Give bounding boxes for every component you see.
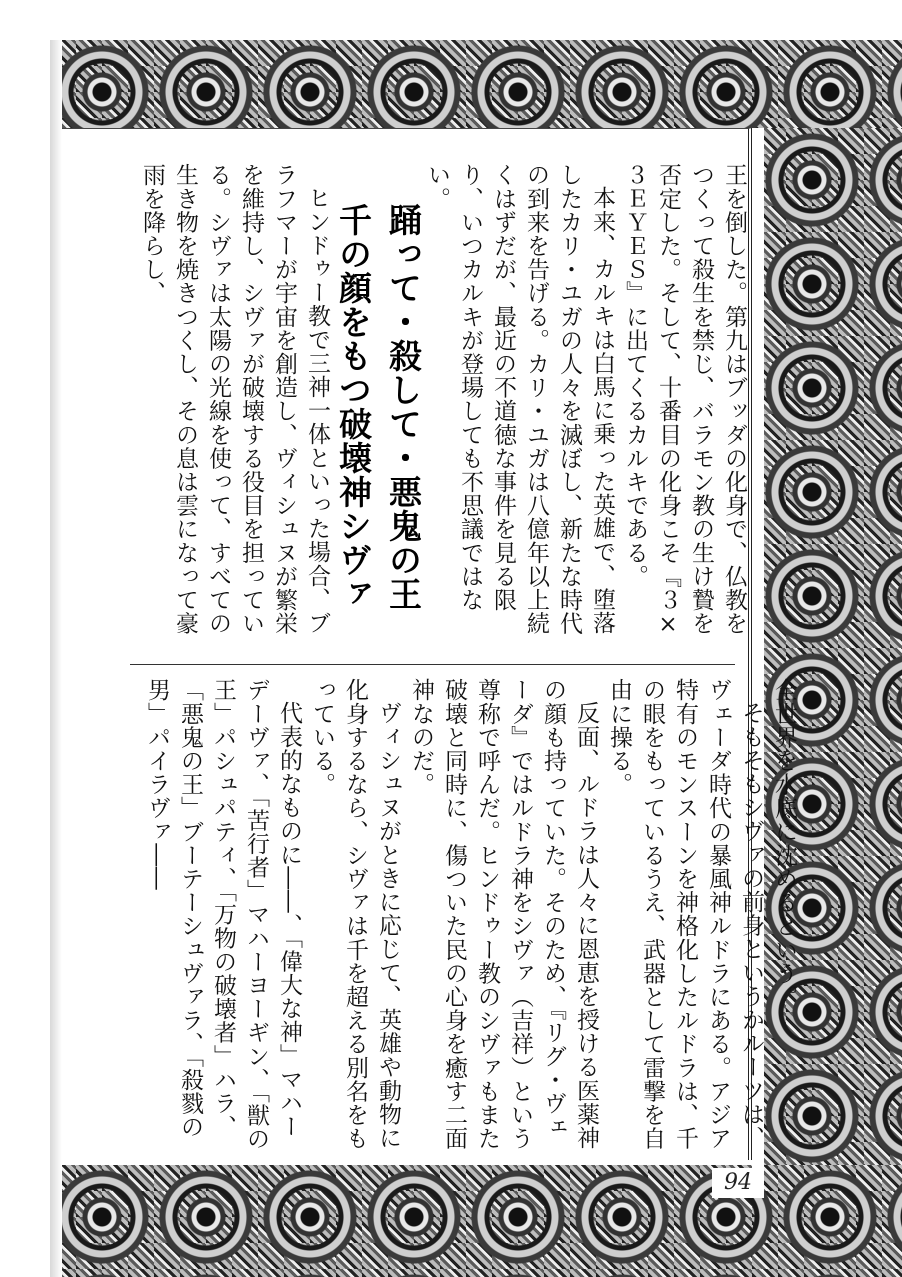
body-column-bottom xyxy=(140,678,800,1160)
paragraph: 全世界を水底に沈めるという。 xyxy=(771,678,797,1009)
paragraph: 代表的なものに――、「偉大な神」マハーデーヴァ、「苦行者」マハーヨーギン、「獣の王」パシュパティ、「万物の破壊者」ハラ、「悪鬼の王」ブーテーシュヴァラ、「殺戮の男」パイラヴァ―― xyxy=(144,678,302,1151)
headline-line-2: 千の顔をもつ破壊神シヴァ xyxy=(334,203,373,611)
page-number: 94 xyxy=(712,1168,764,1198)
paragraph: 反面、ルドラは人々に恩恵を授ける医薬神の顔も持っていた。そのため、『リグ・ヴェーダ』ではルドラ神をシヴァ（吉祥）という尊称で呼んだ。ヒンドゥー教のシヴァもまた破壊と同時に、傷ついた民の心身を癒す二面神なのだ。 xyxy=(408,678,599,1150)
paragraph: そもそもシヴァの前身というかルーツは、ヴェーダ時代の暴風神ルドラにある。アジア特有のモンスーンを神格化したルドラは、千の眼をもっているうえ、武器として雷撃を自由に操る。 xyxy=(606,678,764,1150)
article-headline xyxy=(328,203,428,611)
paragraph: 王を倒した。第九はブッダの化身で、仏教をつくって殺生を禁じ、バラモン教の生け贄を否定した。そして、十番目の化身こそ『３×３ＥＹＥＳ』に出てくるカルキである。 xyxy=(622,163,747,638)
paragraph: 本来、カルキは白馬に乗った英雄で、堕落したカリ・ユガの人々を滅ぼし、新たな時代の到来を告げる。カリ・ユガは八億年以上続くはずだが、最近の不道徳な事件を見る限り、いつカルキが登場しても不思議ではない。 xyxy=(424,163,615,635)
page-margin xyxy=(0,0,50,1277)
body-column-top-left xyxy=(135,163,333,655)
page-gutter-shadow xyxy=(50,40,62,1277)
headline-line-1: 踊って・殺して・悪鬼の王 xyxy=(384,203,423,611)
body-column-top-right xyxy=(420,163,750,655)
mandala-border-bottom xyxy=(50,1165,902,1277)
paragraph: ヴィシュヌがときに応じて、英雄や動物に化身するなら、シヴァは千を超える別名をもっている。 xyxy=(309,678,401,1150)
paragraph: ヒンドゥー教で三神一体といった場合、ブラフマーが宇宙を創造し、ヴィシュヌが繁栄を維持し、シヴァが破壊する役目を担っている。シヴァは太陽の光線を使って、すべての生き物を焼きつくし、その息は雲になって豪雨を降らし、 xyxy=(139,163,330,635)
section-divider xyxy=(130,664,735,665)
mandala-border-top xyxy=(50,40,902,128)
